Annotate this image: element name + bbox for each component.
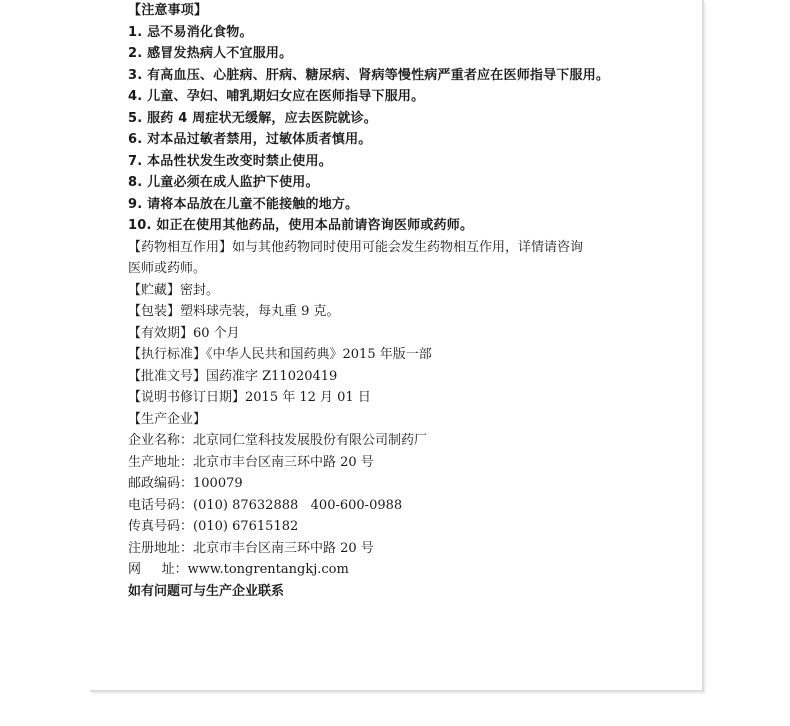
notice-heading: 【注意事项】 bbox=[128, 3, 208, 18]
notice-item-4: 4. 儿童、孕妇、哺乳期妇女应在医师指导下服用。 bbox=[128, 89, 425, 104]
notice-item-2: 2. 感冒发热病人不宜服用。 bbox=[128, 46, 293, 61]
notice-item-3: 3. 有高血压、心脏病、肝病、糖尿病、肾病等慢性病严重者应在医师指导下服用。 bbox=[128, 67, 610, 83]
approval-line: 【批准文号】国药准字 Z11020419 bbox=[128, 368, 338, 384]
manufacturer-postcode: 邮政编码：100079 bbox=[128, 476, 243, 491]
leaflet-sheet bbox=[90, 0, 704, 692]
notice-item-7: 7. 本品性状发生改变时禁止使用。 bbox=[128, 153, 332, 169]
interaction-line-2: 医师或药师。 bbox=[128, 261, 207, 276]
validity-line: 【有效期】60 个月 bbox=[128, 325, 240, 341]
notice-item-5: 5. 服药 4 周症状无缓解，应去医院就诊。 bbox=[128, 110, 378, 126]
manufacturer-contact: 如有问题可与生产企业联系 bbox=[128, 583, 285, 599]
standard-line: 【执行标准】《中华人民共和国药典》2015 年版一部 bbox=[128, 347, 432, 362]
notice-item-10: 10. 如正在使用其他药品，使用本品前请咨询医师或药师。 bbox=[128, 218, 474, 233]
manufacturer-phone: 电话号码：(010) 87632888 400-600-0988 bbox=[128, 497, 403, 513]
manufacturer-registered: 注册地址：北京市丰台区南三环中路 20 号 bbox=[128, 540, 374, 556]
manufacturer-heading: 【生产企业】 bbox=[128, 411, 207, 427]
manufacturer-website: 网 址：www.tongrentangkj.com bbox=[128, 562, 349, 577]
manufacturer-fax: 传真号码：(010) 67615182 bbox=[128, 519, 299, 534]
notice-item-1: 1. 忌不易消化食物。 bbox=[128, 24, 253, 40]
manufacturer-name: 企业名称：北京同仁堂科技发展股份有限公司制药厂 bbox=[128, 433, 428, 448]
notice-item-6: 6. 对本品过敏者禁用，过敏体质者慎用。 bbox=[128, 132, 372, 147]
package-line: 【包装】塑料球壳装，每丸重 9 克。 bbox=[128, 304, 340, 319]
notice-item-9: 9. 请将本品放在儿童不能接触的地方。 bbox=[128, 196, 359, 212]
interaction-line-1: 【药物相互作用】如与其他药物同时使用可能会发生药物相互作用，详情请咨询 bbox=[128, 239, 584, 255]
revision-line: 【说明书修订日期】2015 年 12 月 01 日 bbox=[128, 390, 371, 405]
notice-item-8: 8. 儿童必须在成人监护下使用。 bbox=[128, 175, 319, 190]
manufacturer-address: 生产地址：北京市丰台区南三环中路 20 号 bbox=[128, 454, 374, 470]
storage-line: 【贮藏】密封。 bbox=[128, 282, 220, 298]
leaflet-content bbox=[128, 0, 698, 602]
